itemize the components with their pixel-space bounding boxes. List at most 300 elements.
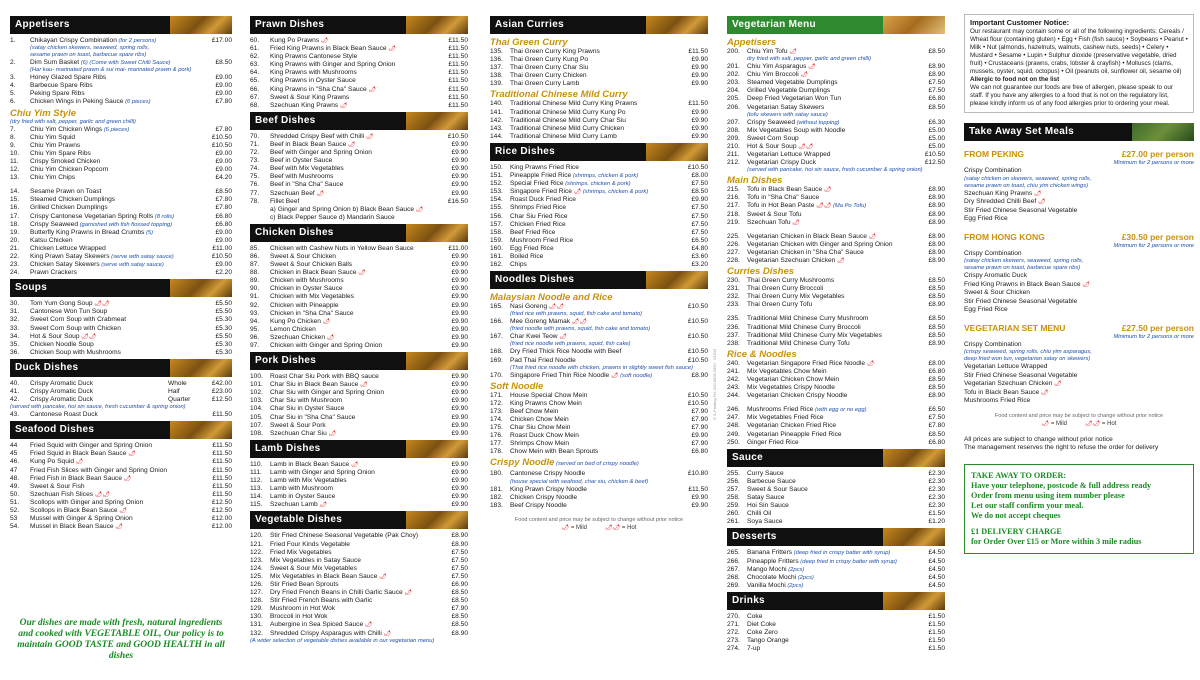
menu-item: [10, 507, 232, 515]
item-name: [510, 213, 678, 221]
allergen-notice: [964, 14, 1194, 113]
item-price: £8.00: [691, 172, 708, 180]
item-detail: (soft noodle): [618, 372, 653, 379]
item-name: [270, 613, 438, 621]
item-price: £10.50: [211, 141, 232, 149]
item-label: Char Siu Fried Rice: [510, 212, 568, 220]
item-number: 100.: [250, 373, 263, 381]
item-number: 3.: [10, 74, 16, 82]
subsection-title: Appetisers: [727, 37, 777, 48]
item-name: [270, 293, 438, 301]
item-name: [270, 285, 438, 293]
section-title: Vegetarian Menu: [732, 19, 816, 30]
item-name: [510, 56, 678, 64]
item-detail: (without topping): [795, 119, 840, 126]
item-price: £23.00: [211, 388, 232, 395]
chili-icon: 🌶: [865, 360, 875, 367]
item-number: 156.: [490, 212, 503, 220]
item-name: [30, 166, 202, 174]
item-label: Traditional Chinese Mild Curry Lamb: [510, 132, 617, 140]
menu-item: [10, 221, 232, 229]
item-label: Szechuan Beef: [270, 189, 315, 197]
item-price: £9.90: [451, 317, 468, 325]
item-label: Vegetarian Singapore Fried Rice Noodle: [747, 359, 866, 367]
item-label: Sweet & Sour King Prawns: [270, 93, 350, 101]
item-price: £9.90: [691, 64, 708, 72]
item-name: [270, 549, 438, 557]
section-header: [727, 592, 945, 610]
item-name: [270, 485, 438, 493]
item-name: [270, 269, 438, 277]
item-name: [270, 69, 438, 77]
mild-key: [562, 524, 587, 532]
item-number: 216.: [727, 194, 740, 202]
item-number: 250.: [727, 438, 740, 446]
item-label: Prawn Crackers: [30, 269, 77, 277]
item-label: Szechuan Fish Slices: [30, 490, 94, 498]
item-label: Chiu Yim Chips: [30, 174, 76, 182]
item-number: 142.: [490, 116, 503, 124]
set-item-label: Sweet & Sour Chicken: [964, 289, 1030, 297]
item-label: Tango Orange: [747, 637, 789, 645]
item-number: 60.: [250, 37, 260, 44]
section-title: Asian Curries: [495, 19, 564, 30]
item-name: [270, 541, 438, 549]
item-name: [747, 621, 915, 629]
item-price: £11.50: [212, 450, 232, 458]
menu-item: [250, 430, 468, 438]
item-name: [270, 214, 468, 222]
menu-item: [250, 61, 468, 69]
item-label: Stir Fried French Beans with Garlic: [270, 597, 373, 605]
item-number: 50.: [10, 490, 20, 498]
item-price: £9.90: [451, 252, 468, 260]
menu-item: [490, 303, 708, 311]
item-label: 7-up: [747, 645, 761, 653]
menu-item: [490, 253, 708, 261]
item-number: 157.: [490, 220, 503, 228]
item-label: Crispy Cantonese Vegetarian Spring Rolls: [30, 212, 154, 220]
item-number: 259.: [727, 502, 740, 510]
item-number: 204.: [727, 87, 740, 95]
chili-icon: 🌶: [74, 459, 84, 466]
item-number: 53: [10, 515, 18, 523]
menu-item: [727, 63, 945, 71]
menu-item: [250, 293, 468, 301]
item-label: Vegetarian Pineapple Fried Rice: [747, 430, 842, 438]
item-price: £10.50: [687, 318, 708, 326]
item-number: 89.: [250, 277, 260, 285]
item-number: 73.: [250, 157, 260, 165]
item-number: 211.: [727, 151, 740, 159]
item-number: 183.: [490, 501, 503, 509]
menu-item: [10, 316, 232, 324]
item-label: Shrimps Fried Rice: [510, 204, 567, 212]
item-price: £7.50: [691, 220, 708, 228]
item-name: [747, 558, 915, 566]
set-menu: [964, 149, 1194, 224]
item-price: £9.00: [215, 90, 232, 98]
menu-item: [727, 186, 945, 194]
chili-icon: 🌶: [414, 206, 424, 213]
menu-item: [250, 269, 468, 277]
section-header: [964, 123, 1194, 141]
item-number: 167.: [490, 333, 503, 341]
menu-item: [250, 69, 468, 77]
food-photo: [406, 224, 468, 242]
item-number: 64.: [250, 69, 260, 77]
item-number: 128.: [250, 597, 263, 605]
item-number: 150.: [490, 163, 503, 171]
item-price: £7.50: [928, 414, 945, 422]
item-price: £8.50: [215, 59, 232, 67]
item-label: Char Siu in Black Bean Sauce: [270, 381, 359, 389]
menu-item: [250, 326, 468, 334]
item-name: [510, 261, 678, 269]
item-name: [747, 324, 915, 332]
item-price: £9.90: [691, 72, 708, 80]
item-price: £11.50: [448, 53, 468, 61]
item-name: [510, 502, 678, 510]
item-number: 114.: [250, 493, 263, 501]
item-name: [747, 315, 915, 323]
item-number: 230.: [727, 277, 740, 285]
item-name: [510, 229, 678, 237]
menu-item: [490, 204, 708, 212]
item-price: £8.90: [451, 532, 468, 540]
item-name: [747, 241, 915, 249]
item-price: £4.50: [928, 573, 945, 581]
item-number: 93.: [250, 309, 260, 317]
item-name: [747, 285, 915, 293]
item-label: Vegetarian Chicken with Ginger and Spring Onion: [747, 240, 893, 248]
item-number: 247.: [727, 414, 740, 422]
item-label: Beef with Mix Vegetables: [270, 165, 344, 173]
item-detail: (with egg or no egg): [813, 407, 867, 414]
menu-item: [727, 431, 945, 439]
item-price: £10.50: [687, 303, 708, 311]
item-label: Aubergine in Sea Spiced Sauce: [270, 621, 364, 629]
item-label: Dry Fried Thick Rice Noodle with Beef: [510, 348, 622, 356]
item-price: £9.90: [451, 165, 468, 173]
item-label: Chicken Soup with Mushrooms: [30, 348, 121, 356]
food-photo: [646, 271, 708, 289]
item-name: [270, 605, 438, 613]
subsection-title: Thai Green Curry: [490, 37, 568, 48]
food-photo: [646, 16, 708, 34]
item-number: 88.: [250, 269, 260, 277]
notice-body: Our restaurant may contain some or all of the following ingredients: Cereals / Wheat flour (containing gluten) • Egg • Fish (fish sauce) • Soybeans • Peanut • Milk • Nut (almonds, hazelnuts, walnuts, cashew nuts, seeds) • Celery • Mustard • Sesame • Lupin • Sulphur dioxide (preservative vegetable, dried fruit) • Crustaceans (prawns, crabs, lobster & crayfish) • Molluscs (clams, mussels, oyster, squid, octopus) • Oil (peanuts oil, sunflower oil, sesame oil): [970, 28, 1188, 75]
item-label: Mussel in Black Bean Sauce: [30, 523, 114, 531]
menu-item: [490, 424, 708, 432]
chili-icon: 🌶: [787, 49, 797, 55]
item-name: [510, 416, 678, 424]
item-price: £9.00: [215, 166, 232, 174]
set-item-label: Tofu in Black Bean Sauce: [964, 388, 1040, 396]
menu-item: [727, 582, 945, 590]
item-number: 52.: [10, 507, 20, 515]
item-price: £9.90: [451, 325, 468, 333]
menu-item: [10, 515, 232, 523]
item-number: 92.: [250, 301, 260, 309]
chili-icon: 🌶: [377, 573, 387, 580]
item-name: [747, 384, 915, 392]
item-name: [747, 143, 915, 151]
item-label: Thai Green Curry Kung Po: [510, 56, 589, 64]
item-price: £10.50: [211, 133, 232, 141]
item-number: 10.: [10, 149, 20, 157]
item-number: 34.: [10, 332, 20, 340]
set-item: [964, 380, 1194, 389]
chili-icon: 🌶: [326, 430, 337, 437]
item-price: £9.90: [451, 485, 468, 493]
item-number: 105.: [250, 413, 263, 421]
section-header: [10, 16, 232, 34]
menu-item: [10, 98, 232, 106]
item-price: £2.30: [928, 494, 945, 502]
item-number: 210.: [727, 142, 740, 150]
chili-icon: 🌶: [364, 133, 374, 140]
menu-item: [727, 48, 945, 56]
item-size: Quarter: [168, 396, 191, 404]
item-number: 266.: [727, 557, 740, 565]
item-label: Mix Vegetables Soup with Noodle: [747, 126, 846, 134]
item-price: £8.90: [928, 339, 945, 347]
menu-item: [250, 77, 468, 85]
section-header: [250, 352, 468, 370]
set-item-label: Egg Fried Rice: [964, 306, 1008, 314]
menu-item: [727, 202, 945, 210]
item-price: £17.00: [211, 37, 232, 44]
footnote: Food content and price may be subject to change without prior notice: [514, 516, 684, 523]
item-price: £6.80: [928, 95, 945, 103]
item-price: £9.90: [451, 261, 468, 269]
menu-item: [250, 549, 468, 557]
menu-item: [10, 213, 232, 221]
set-title: [964, 323, 1194, 333]
item-number: [250, 214, 270, 222]
item-label: Peking Spare Ribs: [30, 90, 85, 98]
item-name: [510, 172, 678, 180]
item-price: £5.00: [928, 134, 945, 142]
item-label: Beef Fried Rice: [510, 228, 556, 236]
menu-item: [10, 396, 232, 404]
item-name: [30, 411, 202, 419]
item-label: Lamb in Oyster Sauce: [270, 493, 336, 501]
section-header: [250, 112, 468, 130]
item-label: Kung Po Squid: [30, 458, 74, 466]
item-name: [510, 440, 678, 448]
item-name: [747, 151, 915, 159]
menu-item: [727, 470, 945, 478]
price-notes: [964, 436, 1194, 452]
item-label: Crispy Aromatic Duck: [30, 379, 94, 387]
item-number: 170.: [490, 371, 503, 379]
item-number: 168.: [490, 348, 503, 356]
item-price: £10.50: [211, 252, 232, 260]
item-label: Steamed Chicken Dumplings: [30, 196, 116, 204]
item-number: 51.: [10, 498, 20, 506]
menu-item: [727, 645, 945, 653]
item-price: £7.50: [451, 564, 468, 572]
item-number: 43.: [10, 411, 20, 419]
item-label: Crispy Aromatic Duck: [30, 396, 94, 404]
menu-item: [10, 90, 232, 98]
item-number: 115.: [250, 501, 263, 509]
item-price: £9.90: [451, 429, 468, 437]
item-label: Ginger Fried Rice: [747, 438, 799, 446]
item-number: 126.: [250, 580, 263, 588]
menu-item: [490, 237, 708, 245]
section-header: [10, 279, 232, 297]
item-label: Chilli Oil: [747, 510, 772, 518]
item-price: £8.90: [928, 210, 945, 218]
item-number: 103.: [250, 397, 263, 405]
item-label: Satay Sauce: [747, 494, 785, 502]
item-label: Thai Green Curry King Prawns: [510, 48, 600, 55]
item-price: £12.00: [211, 523, 232, 531]
chili-icon: 🌶: [402, 590, 412, 597]
menu-item: [727, 249, 945, 257]
section-header: [10, 359, 232, 377]
set-item: [964, 272, 1194, 281]
item-label: Char Siu in "Sha Cha" Sauce: [270, 413, 356, 421]
item-label: Chiu Yim Tofu: [747, 48, 788, 55]
item-number: 96.: [250, 333, 260, 341]
menu-item: [490, 486, 708, 494]
item-price: £6.80: [928, 438, 945, 446]
item-price: £11.50: [212, 458, 232, 466]
set-title: [964, 232, 1194, 242]
item-label: Scollops with Ginger and Spring Onion: [30, 498, 144, 506]
menu-item: [490, 357, 708, 365]
key-label: = Hot: [620, 524, 637, 531]
item-name: [747, 301, 915, 309]
item-name: [510, 117, 678, 125]
item-label: Szechuan King Prawns: [270, 101, 339, 109]
item-name: [270, 94, 438, 102]
item-price: £11.50: [688, 100, 708, 108]
menu-item: [250, 165, 468, 173]
item-price: £42.00: [211, 379, 232, 387]
chili-icon: 🌶🌶: [814, 203, 832, 210]
item-label: Beef Chow Mein: [510, 407, 559, 415]
item-label: King Prawns Fried Rice: [510, 163, 579, 171]
item-name: [270, 190, 438, 198]
item-name: [30, 380, 168, 388]
chili-icon: 🌶: [356, 270, 366, 277]
item-label: Char Siu in Oyster Sauce: [270, 405, 345, 413]
item-number: 260.: [727, 510, 740, 518]
column-2: [250, 14, 468, 672]
item-label: Vanilla Mochi: [747, 581, 786, 589]
item-name: [747, 186, 915, 194]
menu-item: [490, 502, 708, 510]
item-name: [747, 494, 915, 502]
section-header: [727, 528, 945, 546]
set-item-label: Fried King Prawns in Black Bean Sauce: [964, 280, 1081, 288]
menu-item: [727, 143, 945, 151]
item-number: 7.: [10, 125, 16, 133]
item-label: Dim Sum Basket: [30, 59, 80, 67]
column-3: [490, 14, 708, 672]
set-menu: [964, 232, 1194, 315]
section-title: Prawn Dishes: [255, 19, 325, 30]
item-number: 175.: [490, 424, 503, 432]
item-number: 243.: [727, 384, 740, 392]
section-title: Drinks: [732, 594, 765, 606]
menu-item: [250, 102, 468, 110]
item-label: Chicken Chow Mein: [510, 416, 569, 423]
item-number: 77.: [250, 189, 260, 197]
item-number: 86.: [250, 252, 260, 260]
item-price: £9.90: [451, 342, 468, 349]
item-name: [510, 72, 678, 80]
item-number: 171.: [490, 391, 503, 399]
item-label: Chiu Yim Squid: [30, 133, 76, 141]
subsection-title: Malaysian Noodle and Rice: [490, 292, 613, 304]
item-name: [270, 493, 438, 501]
item-label: Fillet Beef: [270, 197, 300, 205]
subsection-title: Chiu Yim Style: [10, 107, 76, 119]
item-number: 258.: [727, 494, 740, 502]
item-name: [30, 308, 202, 316]
menu-item: [250, 565, 468, 573]
item-price: £8.90: [928, 256, 945, 264]
menu-item: [727, 293, 945, 301]
set-note: (satay chicken on skewers, seaweed, spring rolls,: [964, 175, 1092, 182]
menu-item: [490, 80, 708, 88]
item-number: 270.: [727, 612, 740, 620]
item-label: Mix Vegetables Chow Mein: [747, 367, 827, 375]
item-name: [270, 86, 438, 94]
item-label: Stir Fried Bean Sprouts: [270, 580, 339, 588]
menu-item: [250, 477, 468, 485]
section-title: Noodles Dishes: [495, 274, 575, 286]
menu-item: [10, 442, 232, 450]
item-label: Traditional Mild Chinese Curry Mushroom: [747, 315, 869, 323]
set-item-label: Crispy Combination: [964, 249, 1022, 257]
item-number: 136.: [490, 56, 503, 64]
set-item-label: Egg Fried Rice: [964, 215, 1008, 223]
order-line: TAKE AWAY TO ORDER:: [971, 470, 1067, 480]
item-label: Sesame Prawn on Toast: [30, 188, 102, 196]
chili-icon: 🌶🌶: [79, 333, 97, 340]
item-name: [747, 582, 915, 590]
item-label: Lamb in Black Bean Sauce: [270, 460, 350, 468]
item-number: 9.: [10, 141, 16, 149]
chili-icon: 🌶🌶: [92, 301, 110, 308]
item-price: £11.50: [688, 48, 708, 55]
item-price: £11.50: [448, 77, 468, 85]
item-number: 67.: [250, 93, 260, 101]
item-price: £5.00: [928, 142, 945, 150]
item-number: 238.: [727, 339, 740, 347]
item-price: £5.30: [215, 316, 232, 324]
item-name: [270, 381, 438, 389]
item-label: a) Ginger and Spring Onion b) Black Bean Sauce: [270, 205, 415, 213]
item-number: 272.: [727, 629, 740, 637]
item-name: [747, 613, 915, 621]
item-name: [30, 269, 202, 277]
item-number: 161.: [490, 252, 503, 260]
item-price: £10.50: [687, 391, 708, 399]
menu-item: [490, 432, 708, 440]
item-price: £9.90: [451, 405, 468, 413]
item-name: [270, 581, 438, 589]
item-label: Kung Po Chicken: [270, 317, 321, 325]
item-price: £9.90: [451, 309, 468, 317]
